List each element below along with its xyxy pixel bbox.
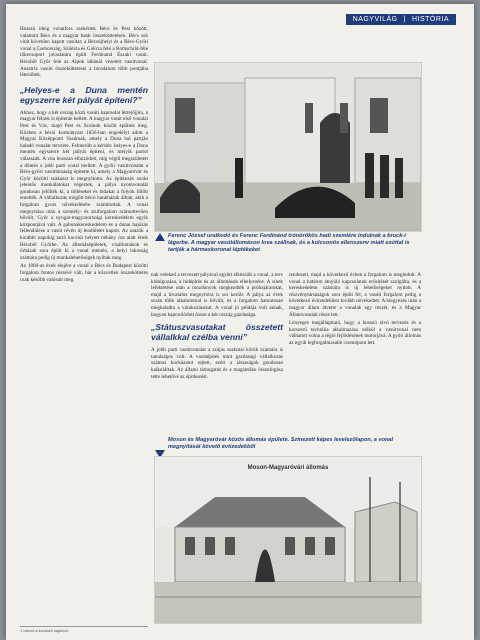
section-heading-danube: „Helyes-e a Duna mentén egyszerre két pályát építeni?” [20, 84, 148, 105]
section-heading-status-railways: „Státuszvasutakat összetett vállalkkal czélba venni” [151, 322, 283, 343]
middle-column [151, 272, 283, 382]
photo-caption: Moson és Magyaróvár közös állomás épülete. Színezett képes levelezőlapon, a vonal megnyitását követő évtizedekből [168, 437, 394, 450]
body-paragraph: Lényeges megállapítani, hogy a hosszú távú tervezés és a korszerű technika alkalmazása nélkül a vasútvonal nem válhatott volna a régió fejlődésének motorjává. A győri állomás az egyik legforgalmasabb csomópont lett. [289, 320, 421, 346]
photo-illustration [155, 457, 421, 623]
magazine-page [6, 4, 474, 640]
section-tag [346, 14, 456, 25]
section-separator: | [403, 16, 406, 23]
body-paragraph: rendezett, majd a következő évben a forgalom is megindult. A vonal a határon átnyúló kapcsolatok erősítését szolgálta, és a kereskedelem számára is új lehetőségeket nyitott. A részvénytársaságok sora épült fel, a vasúti forgalom pedig a következő évtizedekben tovább növekedett. A kiegyezés után a magyar állam átvette a vonalak egy részét, és a Magyar Államvasutak része lett. [289, 272, 421, 318]
footnote-divider [20, 626, 148, 627]
photo-emperor-station [154, 62, 422, 232]
body-paragraph: A jobb parti vasútvonalat a szájas szakmai körök számára is tanulságos volt. A vasútépítés mint gazdasági vállalkozás számos kockázatot rejtett, ezért a társaságok gondosan kalkuláltak. Az állami támogatás és a magántőke összefogása tette lehetővé az építkezést. [151, 347, 283, 380]
left-column [20, 26, 148, 285]
photo-caption: Ferenc József uralkodó és Ferenc Ferdinánd trónörökös hadi szemlére indulnak a bruck-i lágerbe. A magyar vasútállomáson lova szállnak, és a kolcsonös ellenszenv miatt ezúttal is tartják a hármaskoronai léptékeket [168, 233, 410, 253]
section-label-history: HISTÓRIA [411, 16, 449, 23]
intro-paragraph: Hosszú ideig vonatfors szekértek Bécs és Pest között, valamint Bécs és a magyar határ összeköttetésén. Bécs sok vitát követően kapott vasútat; a Bécsújhelyi és a Bécs-Győri vonal a Csehország, Szilézia és Galícia felé a Rothschild-féle tőkecsoport javaslatára épült Ferdinand Északi vasút. Bécsből Győr felé az Alpok lábánál vezetett vasútvonal. Ausztria vasúti összeköttetései a birodalom több pontjába létesültek. [20, 26, 148, 79]
body-paragraph: Az 1860-as évek elejére a vonal a Bécs és Budapest közötti forgalom fontos részévé vált, bár a közvetlen összeköttetés csak később valósult meg. [20, 263, 148, 283]
photo-station-building [154, 456, 422, 624]
body-paragraph: Ahhoz, hogy a két ország közti vasúti kapcsolat létrejöjjön, a magyar félnek is építenie kellett. A magyar vasút első vonalai Pest és Vác, majd Pest és Szolnok között épültek meg. Közben a bécsi kormányzat 1856-ban engedélyt adott a Magyar Középponti Vasútnak, amely a Duna bal partján haladó vonalat tervezte. Felmerült a kérdés: helyes-e a Duna mentén egyszerre két pályát építeni, és melyik partot válasszák. A vita hosszan elhúzódott, míg végül megszületett a döntés a jobb parti vonal mellett. A győri vasútvonalat a Bécs-győri vasúttársaság építette ki, amely a Magyaróvár és Győr közötti szakaszt is megnyitotta. Az építkezés során jelentős munkálatokat végeztek, a pálya nyomvonalát gondosan jelölték ki, a töltéseket és hidakat a folyók fölött emelték. A vállalkozás mögött bécsi bankházak álltak, akik a forgalom gyors növekedésére számítottak. A vonal megnyitása után a személy- és áruforgalom számottevően bővült, Győr a nyugat-magyarországi kereskedelem egyik központjává vált. A gabonakereskedelem és a dunai hajózás fellendülése a vasút révén új lendületet kapott. Az utazók a korábbi napokig tartó kocsiút helyett néhány óra alatt értek Bécsből Győrbe. Az állomásépületek, vízállomások és őrházak sora épült ki a vonal mentén, a helyi lakosság számára pedig új munkalehetőségek nyíltak meg. [20, 109, 148, 261]
caption-pointer-icon [155, 233, 165, 241]
body-paragraph: nak veleked a tervezett pályával együtt elkészült a vonal, a terv kidolgozása, a hídépítés és az állomások elhelyezése. A sínek lefektetése után a mozdonyok megkezdték a próbajáratokat, majd a hivatalos megnyitóra is sor került. A pálya az évek során több alkalommal is bővült, és a forgalom hamarosan meghaladta a várakozásokat. A vonal jó példája volt annak, hogyan kapcsolódott össze a két ország gazdasága. [151, 272, 283, 318]
photo-illustration [155, 63, 421, 231]
footnote: 1 Idézet a korabeli sajtóból. [20, 628, 69, 633]
right-column [289, 272, 421, 349]
station-sign-text: Moson-Magyaróvári állomás [247, 465, 329, 471]
section-label-world: NAGYVILÁG [352, 16, 398, 23]
